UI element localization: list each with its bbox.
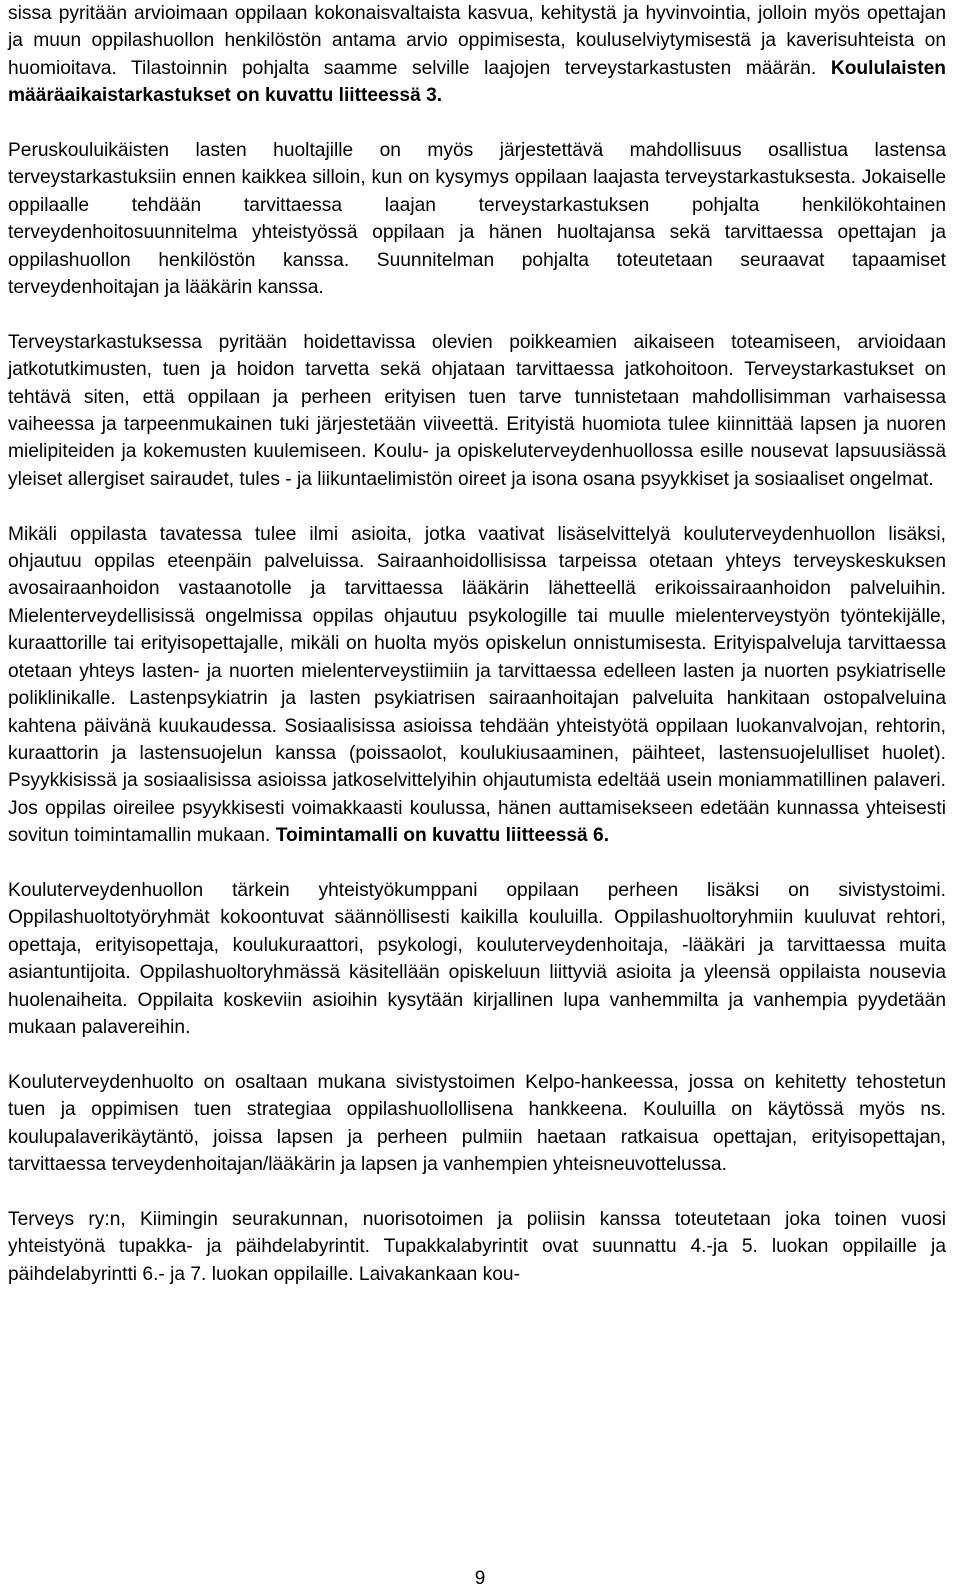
paragraph-7-text: Terveys ry:n, Kiimingin seurakunnan, nuorisotoimen ja poliisin kanssa toteutetaan joka toinen vuosi yhteistyönä tupakka- ja päihdelabyrintit. Tupakkalabyrintit ovat suunnattu 4.-ja 5. luokan oppilaille ja päihdelabyrintti 6.- ja 7. luokan oppilaille. Laivakankaan kou- [8,1208,946,1285]
paragraph-4 [8,521,946,850]
paragraph-1-text: sissa pyritään arvioimaan oppilaan kokonaisvaltaista kasvua, kehitystä ja hyvinvointia, jolloin myös opettajan ja muun oppilashuollon henkilöstön antama arvio oppimisesta, kouluselviytymisestä ja kaverisuhteista on huomioitava. Tilastoinnin pohjalta saamme selville laajojen terveystarkastusten määrän. [8,3,946,79]
paragraph-4-bold: Toimintamalli on kuvattu liitteessä 6. [275,825,610,847]
paragraph-7 [8,1206,946,1288]
paragraph-2-text: Peruskouluikäisten lasten huoltajille on myös järjestettävä mahdollisuus osallistua lastensa terveystarkastuksiin ennen kaikkea silloin, kun on kysymys oppilaan laajasta terveystarkastuksesta. Jokaiselle oppilaalle tehdään tarvittaessa laajan terveystarkastuksen pohjalta henkilökohtainen terveydenhoitosuunnitelma yhteistyössä oppilaan ja hänen huoltajansa sekä tarvittaessa opettajan ja oppilashuollon henkilöstön kanssa. Suunnitelman pohjalta toteutetaan seuraavat tapaamiset terveydenhoitajan ja lääkärin kanssa. [8,140,946,299]
paragraph-2 [8,137,946,301]
paragraph-1 [8,0,946,110]
page-number: 9 [0,1568,960,1590]
paragraph-3 [8,329,946,493]
paragraph-6-text: Kouluterveydenhuolto on osaltaan mukana sivistystoimen Kelpo-hankeessa, jossa on kehitetty tehostetun tuen ja oppimisen tuen strategiaa oppilashuollollisena hankkeena. Kouluilla on käytössä myös ns. koulupalaverikäytäntö, joissa lapsen ja perheen pulmiin haetaan ratkaisua opettajan, erityisopettajan, tarvittaessa terveydenhoitajan/lääkärin ja lapsen ja vanhempien yhteisneuvottelussa. [8,1071,946,1175]
document-body [8,0,946,1288]
paragraph-5-text: Kouluterveydenhuollon tärkein yhteistyökumppani oppilaan perheen lisäksi on sivistystoimi. Oppilashuoltotyöryhmät kokoontuvat säännöllisesti kaikilla kouluilla. Oppilashuoltoryhmiin kuuluvat rehtori, opettaja, erityisopettaja, koulukuraattori, psykologi, kouluterveydenhoitaja, -lääkäri ja tarvittaessa muita asiantuntijoita. Oppilashuoltoryhmässä käsitellään opiskeluun liittyviä asioita ja yleensä oppilaista nousevia huolenaiheita. Oppilaita koskeviin asioihin kysytään kirjallinen lupa vanhemmilta ja vanhempia pyydetään mukaan palavereihin. [8,879,946,1038]
paragraph-5 [8,877,946,1041]
paragraph-4-text: Mikäli oppilasta tavatessa tulee ilmi asioita, jotka vaativat lisäselvittelyä kouluterveydenhuollon lisäksi, ohjautuu oppilas eteenpäin palveluissa. Sairaanhoidollisissa tarpeissa otetaan yhteys terveyskeskuksen avosairaanhoidon vastaanotolle ja tarvittaessa lääkärin lähetteellä erikoissairaanhoidon palveluihin. Mielenterveydellisissä ongelmissa oppilas ohjautuu psykologille tai muulle mielenterveystyön työntekijälle, kuraattorille tai erityisopettajalle, mikäli on huolta myös opiskelun onnistumisesta. Erityispalveluja tarvittaessa otetaan yhteys lasten- ja nuorten mielenterveystiimiin ja tarvittaessa edelleen lasten ja nuorten psykiatriselle poliklinikalle. Lastenpsykiatrin ja lasten psykiatrisen sairaanhoitajan palveluita hankitaan ostopalveluina kahtena päivänä kuukaudessa. Sosiaalisissa asioissa tehdään yhteistyötä oppilaan luokanvalvojan, rehtorin, kuraattorin ja lastensuojelun kanssa (poissaolot, koulukiusaaminen, päihteet, lastensuojelulliset huolet). Psyykkisissä ja sosiaalisissa asioissa jatkoselvittelyihin ohjautumista edeltää usein moniammatillinen palaveri. Jos oppilas oireilee psyykkisesti voimakkaasti koulussa, hänen auttamisekseen edetään kunnassa yhteisesti sovitun toimintamallin mukaan. [8,523,946,847]
paragraph-6 [8,1069,946,1179]
paragraph-1-bold: Koululaisten määräaikaistarkastukset on kuvattu liitteessä 3. [8,57,946,107]
paragraph-3-text: Terveystarkastuksessa pyritään hoidettavissa olevien poikkeamien aikaiseen toteamiseen, arvioidaan jatkotutkimusten, tuen ja hoidon tarvetta sekä ohjataan tarvittaessa jatkohoitoon. Terveystarkastukset on tehtävä siten, että oppilaan ja perheen erityisen tuen tarve tunnistetaan mahdollisimman varhaisessa vaiheessa ja tarpeenmukainen tuki järjestetään viiveettä. Erityistä huomiota tulee kiinnittää lapsen ja nuoren mielipiteiden ja kokemusten kuulemiseen. Koulu- ja opiskeluterveydenhuollossa esille nousevat lapsuusiässä yleiset allergiset sairaudet, tules - ja liikuntaelimistön oireet ja isona osana psyykkiset ja sosiaaliset ongelmat. [8,331,946,490]
